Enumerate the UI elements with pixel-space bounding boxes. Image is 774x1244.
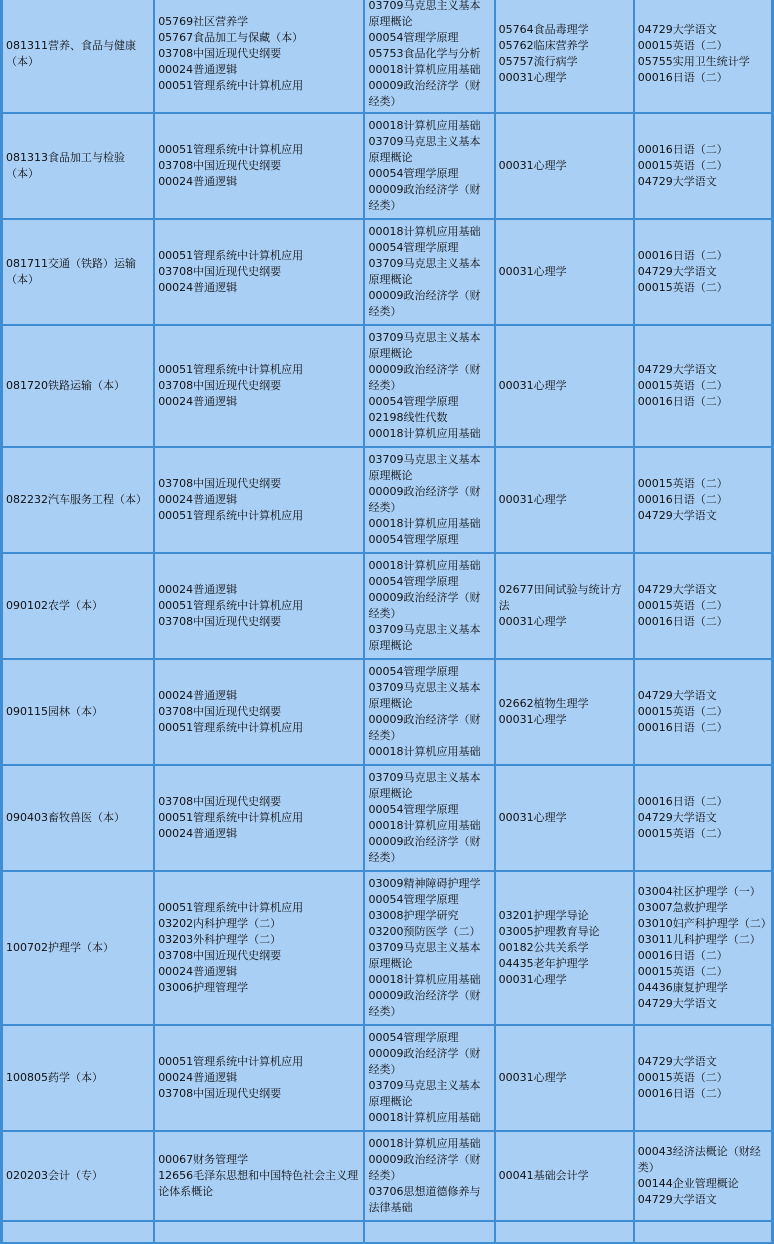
- course-item: 00018计算机应用基础: [368, 427, 481, 440]
- semester2-cell: [365, 220, 493, 324]
- course-item: 00031心理学: [498, 71, 567, 84]
- course-item: 05769社区营养学: [158, 15, 249, 28]
- major-cell: [3, 0, 153, 112]
- course-item: 00024普通逻辑: [158, 689, 238, 702]
- course-item: 04729大学语文: [637, 1193, 717, 1206]
- semester3-cell: [496, 554, 633, 658]
- course-item: 00015英语（二）: [637, 379, 728, 392]
- course-item: 02662植物生理学: [498, 697, 589, 710]
- semester3-cell: [496, 220, 633, 324]
- semester1-cell: [155, 1026, 363, 1130]
- major-cell: [3, 1132, 153, 1220]
- major-name: 090102农学（本）: [6, 599, 103, 612]
- course-item: 00009政治经济学（财经类）: [368, 835, 481, 864]
- course-item: 00015英语（二）: [637, 159, 728, 172]
- course-item: 00031心理学: [498, 811, 567, 824]
- course-item: 00054管理学原理: [368, 665, 459, 678]
- course-item: 00051管理系统中计算机应用: [158, 79, 304, 92]
- major-cell: [3, 766, 153, 870]
- course-item: 00009政治经济学（财经类）: [368, 289, 481, 318]
- course-item: 00051管理系统中计算机应用: [158, 363, 304, 376]
- course-item: 03011儿科护理学（二）: [637, 933, 761, 946]
- course-item: 00016日语（二）: [637, 615, 728, 628]
- course-item: 03007急救护理学: [637, 901, 728, 914]
- course-item: 00009政治经济学（财经类）: [368, 591, 481, 620]
- course-item: 03709马克思主义基本原理概论: [368, 681, 481, 710]
- course-item: 00031心理学: [498, 615, 567, 628]
- course-item: 00009政治经济学（财经类）: [368, 79, 481, 108]
- course-item: 03709马克思主义基本原理概论: [368, 771, 481, 800]
- course-item: 00054管理学原理: [368, 395, 459, 408]
- semester4-cell: [635, 1132, 771, 1220]
- major-cell: [3, 554, 153, 658]
- semester1-cell: [155, 448, 363, 552]
- course-item: 03008护理学研究: [368, 909, 459, 922]
- table-row: [3, 220, 771, 324]
- semester2-cell: [365, 872, 493, 1024]
- course-item: 00009政治经济学（财经类）: [368, 1153, 481, 1182]
- course-item: 12656毛泽东思想和中国特色社会主义理论体系概论: [158, 1169, 359, 1198]
- course-item: 00015英语（二）: [637, 827, 728, 840]
- course-item: 00024普通逻辑: [158, 395, 238, 408]
- course-item: 03708中国近现代史纲要: [158, 47, 282, 60]
- course-item: 00031心理学: [498, 379, 567, 392]
- course-item: 00018计算机应用基础: [368, 819, 481, 832]
- course-item: 03709马克思主义基本原理概论: [368, 1079, 481, 1108]
- course-item: 00016日语（二）: [637, 143, 728, 156]
- semester3-cell: [496, 1132, 633, 1220]
- course-item: 00018计算机应用基础: [368, 559, 481, 572]
- semester3-cell: [496, 766, 633, 870]
- major-name: 020203会计（专）: [6, 1169, 103, 1182]
- course-item: 00016日语（二）: [637, 493, 728, 506]
- course-item: 00051管理系统中计算机应用: [158, 509, 304, 522]
- semester1-cell: [155, 872, 363, 1024]
- course-item: 00016日语（二）: [637, 721, 728, 734]
- table-row: [3, 448, 771, 552]
- course-item: 00016日语（二）: [637, 71, 728, 84]
- course-item: 00009政治经济学（财经类）: [368, 183, 481, 212]
- course-table: [1, 0, 773, 1244]
- course-item: 03004社区护理学（一）: [637, 885, 761, 898]
- table-row: [3, 660, 771, 764]
- course-item: 00054管理学原理: [368, 533, 459, 546]
- course-item: 00054管理学原理: [368, 31, 459, 44]
- semester1-cell: [155, 0, 363, 112]
- semester3-cell: [496, 0, 633, 112]
- course-item: 04435老年护理学: [498, 957, 589, 970]
- major-cell: [3, 1026, 153, 1130]
- table-row: [3, 766, 771, 870]
- course-item: 00144企业管理概论: [637, 1177, 739, 1190]
- course-item: 00018计算机应用基础: [368, 1137, 481, 1150]
- course-item: 03709马克思主义基本原理概论: [368, 941, 481, 970]
- major-name: 081711交通（铁路）运输（本）: [6, 257, 136, 286]
- semester2-cell: [365, 660, 493, 764]
- semester3-cell: [496, 872, 633, 1024]
- course-item: 02677田间试验与统计方法: [498, 583, 622, 612]
- course-item: 00031心理学: [498, 973, 567, 986]
- semester2-cell: [365, 1132, 493, 1220]
- course-item: 00009政治经济学（财经类）: [368, 485, 481, 514]
- course-item: 00031心理学: [498, 713, 567, 726]
- major-name: 100702护理学（本）: [6, 941, 114, 954]
- course-item: 00018计算机应用基础: [368, 119, 481, 132]
- course-item: 00054管理学原理: [368, 575, 459, 588]
- course-item: 00015英语（二）: [637, 281, 728, 294]
- major-cell: [3, 448, 153, 552]
- course-item: 04436康复护理学: [637, 981, 728, 994]
- course-item: 03708中国近现代史纲要: [158, 705, 282, 718]
- course-item: 04729大学语文: [637, 175, 717, 188]
- table-row: [3, 0, 771, 112]
- course-item: 00051管理系统中计算机应用: [158, 599, 304, 612]
- course-item: 00018计算机应用基础: [368, 973, 481, 986]
- semester3-cell: [496, 1026, 633, 1130]
- course-item: 00015英语（二）: [637, 705, 728, 718]
- table-row: [3, 872, 771, 1024]
- course-item: 04729大学语文: [637, 363, 717, 376]
- course-item: 00051管理系统中计算机应用: [158, 1055, 304, 1068]
- course-item: 00024普通逻辑: [158, 175, 238, 188]
- major-name: 090115园林（本）: [6, 705, 103, 718]
- semester1-cell: [155, 220, 363, 324]
- major-name: 081313食品加工与检验（本）: [6, 151, 125, 180]
- course-item: 03010妇产科护理学（二）: [637, 917, 772, 930]
- course-item: 03709马克思主义基本原理概论: [368, 0, 481, 28]
- semester4-cell: [635, 1222, 771, 1242]
- course-item: 03201护理学导论: [498, 909, 589, 922]
- course-item: 00018计算机应用基础: [368, 63, 481, 76]
- major-cell: [3, 114, 153, 218]
- course-item: 03709马克思主义基本原理概论: [368, 453, 481, 482]
- course-item: 03709马克思主义基本原理概论: [368, 257, 481, 286]
- table-row: [3, 1132, 771, 1220]
- course-item: 00031心理学: [498, 1071, 567, 1084]
- course-item: 02198线性代数: [368, 411, 448, 424]
- course-item: 00016日语（二）: [637, 395, 728, 408]
- semester3-cell: [496, 114, 633, 218]
- semester1-cell: [155, 554, 363, 658]
- course-item: 03709马克思主义基本原理概论: [368, 135, 481, 164]
- semester4-cell: [635, 660, 771, 764]
- semester1-cell: [155, 660, 363, 764]
- course-item: 03708中国近现代史纲要: [158, 477, 282, 490]
- semester2-cell: [365, 1026, 493, 1130]
- course-item: 00024普通逻辑: [158, 281, 238, 294]
- course-item: 03009精神障碍护理学: [368, 877, 481, 890]
- course-item: 03202内科护理学（二）: [158, 917, 282, 930]
- course-item: 00018计算机应用基础: [368, 517, 481, 530]
- course-item: 00054管理学原理: [368, 893, 459, 906]
- course-item: 04729大学语文: [637, 509, 717, 522]
- semester2-cell: [365, 554, 493, 658]
- semester4-cell: [635, 0, 771, 112]
- semester4-cell: [635, 114, 771, 218]
- semester4-cell: [635, 766, 771, 870]
- major-name: 081311营养、食品与健康（本）: [6, 39, 136, 68]
- course-item: 00015英语（二）: [637, 477, 728, 490]
- course-item: 04729大学语文: [637, 811, 717, 824]
- course-item: 00018计算机应用基础: [368, 1111, 481, 1124]
- course-item: 03708中国近现代史纲要: [158, 949, 282, 962]
- course-table-body: [3, 0, 771, 1242]
- course-item: 00015英语（二）: [637, 1071, 728, 1084]
- semester4-cell: [635, 1026, 771, 1130]
- semester4-cell: [635, 448, 771, 552]
- major-name: 100805药学（本）: [6, 1071, 103, 1084]
- course-item: 03200预防医学（二）: [368, 925, 481, 938]
- semester4-cell: [635, 326, 771, 446]
- course-item: 00054管理学原理: [368, 803, 459, 816]
- semester1-cell: [155, 114, 363, 218]
- course-item: 00009政治经济学（财经类）: [368, 713, 481, 742]
- course-item: 00051管理系统中计算机应用: [158, 249, 304, 262]
- course-item: 04729大学语文: [637, 689, 717, 702]
- course-item: 04729大学语文: [637, 23, 717, 36]
- course-item: 04729大学语文: [637, 1055, 717, 1068]
- semester2-cell: [365, 326, 493, 446]
- course-item: 05753食品化学与分析: [368, 47, 481, 60]
- course-item: 00018计算机应用基础: [368, 745, 481, 758]
- course-item: 00051管理系统中计算机应用: [158, 721, 304, 734]
- course-item: 03203外科护理学（二）: [158, 933, 282, 946]
- course-item: 03709马克思主义基本原理概论: [368, 331, 481, 360]
- semester4-cell: [635, 872, 771, 1024]
- course-item: 00054管理学原理: [368, 241, 459, 254]
- course-item: 00031心理学: [498, 493, 567, 506]
- major-name: 090403畜牧兽医（本）: [6, 811, 125, 824]
- course-item: 05757流行病学: [498, 55, 578, 68]
- semester3-cell: [496, 660, 633, 764]
- table-row: [3, 1026, 771, 1130]
- course-item: 00041基础会计学: [498, 1169, 589, 1182]
- course-item: 00054管理学原理: [368, 167, 459, 180]
- course-item: 00067财务管理学: [158, 1153, 249, 1166]
- semester3-cell: [496, 1222, 633, 1242]
- major-cell: [3, 660, 153, 764]
- course-item: 00051管理系统中计算机应用: [158, 901, 304, 914]
- course-item: 03708中国近现代史纲要: [158, 1087, 282, 1100]
- course-item: 03005护理教育导论: [498, 925, 600, 938]
- course-item: 00043经济法概论（财经类）: [637, 1145, 761, 1174]
- major-cell: [3, 220, 153, 324]
- course-item: 00024普通逻辑: [158, 493, 238, 506]
- semester2-cell: [365, 0, 493, 112]
- course-item: 00016日语（二）: [637, 795, 728, 808]
- course-item: 05767食品加工与保藏（本）: [158, 31, 304, 44]
- semester2-cell: [365, 114, 493, 218]
- major-name: 082232汽车服务工程（本）: [6, 493, 147, 506]
- course-item: 05762临床营养学: [498, 39, 589, 52]
- course-item: 00024普通逻辑: [158, 63, 238, 76]
- course-item: 00024普通逻辑: [158, 583, 238, 596]
- course-item: 04729大学语文: [637, 265, 717, 278]
- course-item: 00016日语（二）: [637, 249, 728, 262]
- major-cell: [3, 326, 153, 446]
- table-row: [3, 1222, 771, 1242]
- course-item: 00054管理学原理: [368, 1031, 459, 1044]
- semester1-cell: [155, 326, 363, 446]
- course-item: 03708中国近现代史纲要: [158, 159, 282, 172]
- course-item: 03006护理管理学: [158, 981, 249, 994]
- course-item: 04729大学语文: [637, 997, 717, 1010]
- course-item: 00031心理学: [498, 265, 567, 278]
- course-item: 00024普通逻辑: [158, 965, 238, 978]
- semester4-cell: [635, 220, 771, 324]
- major-name: 081720铁路运输（本）: [6, 379, 125, 392]
- semester2-cell: [365, 1222, 493, 1242]
- course-item: 00051管理系统中计算机应用: [158, 811, 304, 824]
- major-cell: [3, 872, 153, 1024]
- course-item: 00016日语（二）: [637, 1087, 728, 1100]
- course-item: 00009政治经济学（财经类）: [368, 989, 481, 1018]
- course-item: 05755实用卫生统计学: [637, 55, 750, 68]
- major-cell: [3, 1222, 153, 1242]
- course-item: 00009政治经济学（财经类）: [368, 363, 481, 392]
- course-item: 03706思想道德修养与法律基础: [368, 1185, 481, 1214]
- table-row: [3, 114, 771, 218]
- course-item: 03708中国近现代史纲要: [158, 615, 282, 628]
- course-item: 00015英语（二）: [637, 965, 728, 978]
- course-item: 04729大学语文: [637, 583, 717, 596]
- course-item: 03708中国近现代史纲要: [158, 795, 282, 808]
- course-item: 00024普通逻辑: [158, 1071, 238, 1084]
- semester3-cell: [496, 448, 633, 552]
- semester1-cell: [155, 1132, 363, 1220]
- course-item: 00015英语（二）: [637, 599, 728, 612]
- semester4-cell: [635, 554, 771, 658]
- semester1-cell: [155, 1222, 363, 1242]
- course-item: 00015英语（二）: [637, 39, 728, 52]
- course-item: 00024普通逻辑: [158, 827, 238, 840]
- semester3-cell: [496, 326, 633, 446]
- course-item: 00182公共关系学: [498, 941, 589, 954]
- table-row: [3, 326, 771, 446]
- course-item: 00051管理系统中计算机应用: [158, 143, 304, 156]
- semester2-cell: [365, 766, 493, 870]
- course-item: 00016日语（二）: [637, 949, 728, 962]
- course-item: 05764食品毒理学: [498, 23, 589, 36]
- semester1-cell: [155, 766, 363, 870]
- course-item: 00009政治经济学（财经类）: [368, 1047, 481, 1076]
- semester2-cell: [365, 448, 493, 552]
- course-item: 03709马克思主义基本原理概论: [368, 623, 481, 652]
- course-item: 03708中国近现代史纲要: [158, 265, 282, 278]
- table-row: [3, 554, 771, 658]
- course-item: 00031心理学: [498, 159, 567, 172]
- course-item: 03708中国近现代史纲要: [158, 379, 282, 392]
- course-item: 00018计算机应用基础: [368, 225, 481, 238]
